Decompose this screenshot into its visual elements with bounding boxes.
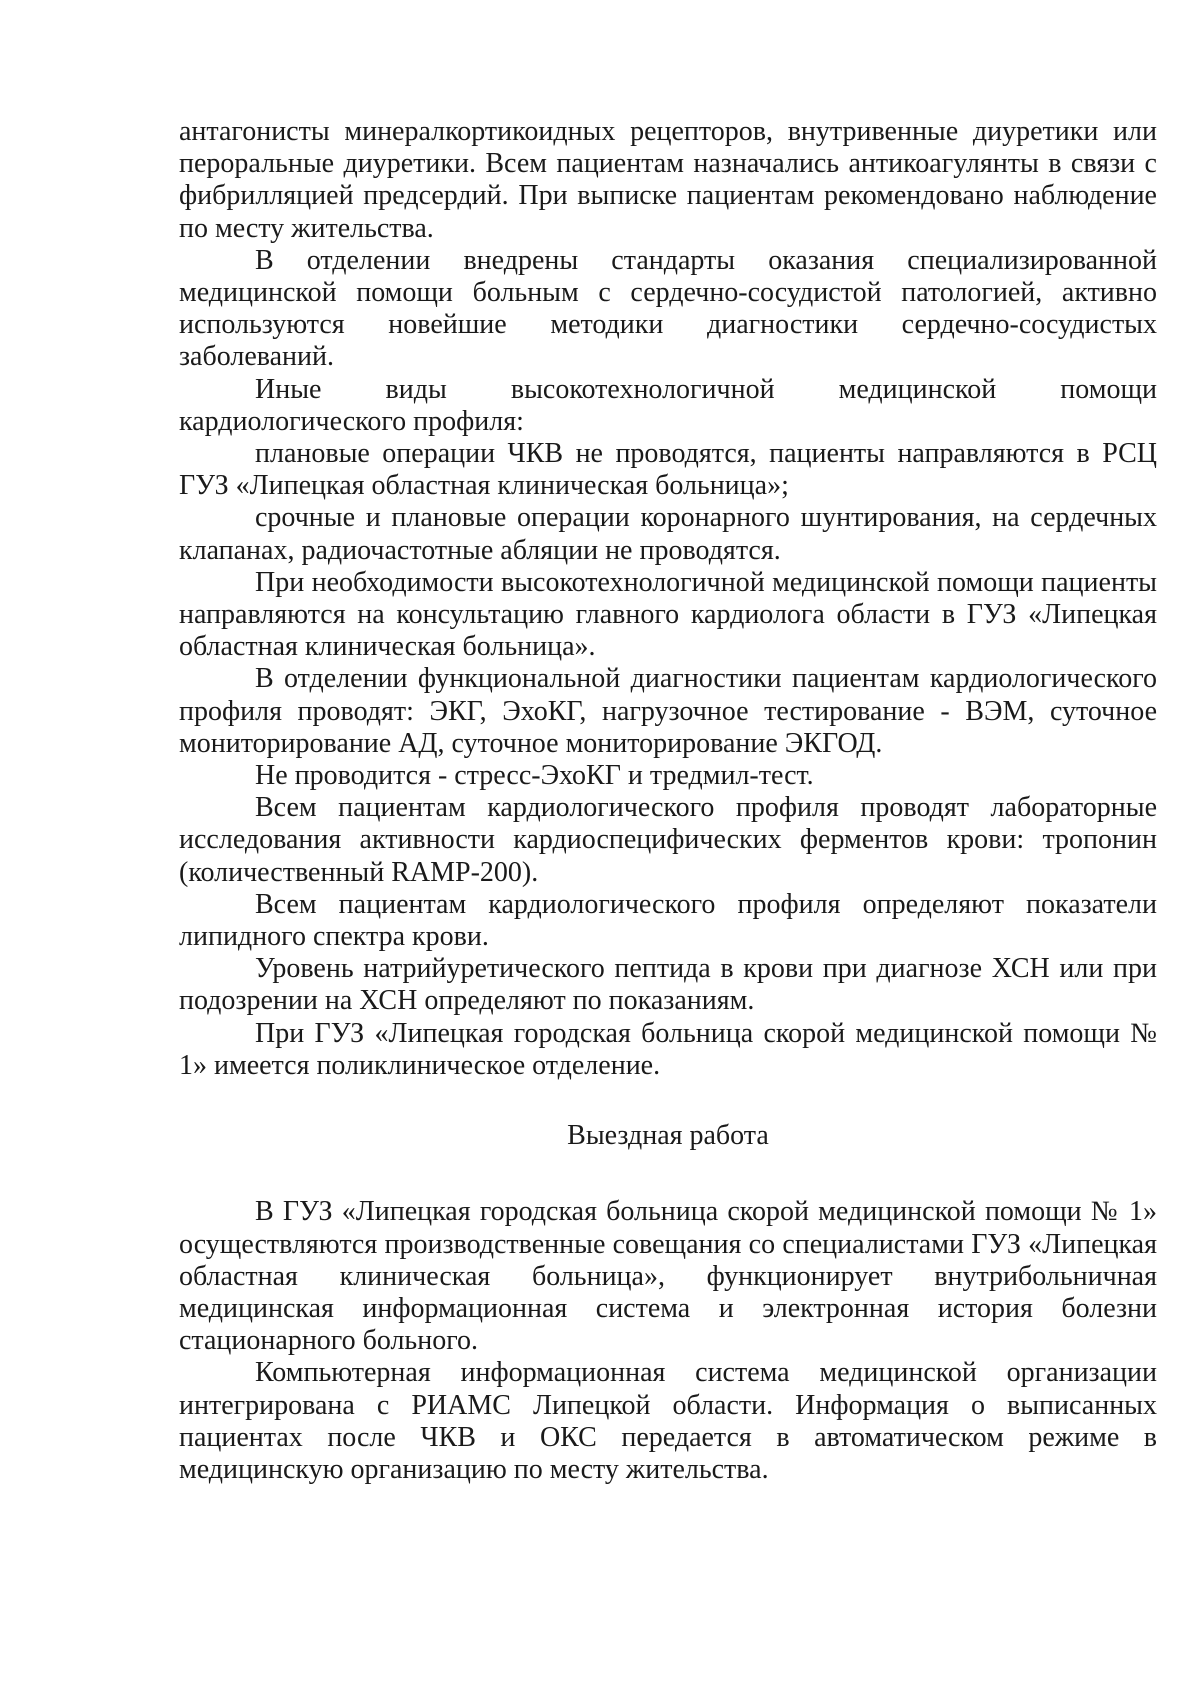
paragraph-standards: В отделении внедрены стандарты оказания специализированной медицинской помощи больным с сердечно-сосудистой патологией, активно используются новейшие методики диагностики сердечно-сосудистых заболеваний.	[179, 244, 1157, 373]
paragraph-consultation: При необходимости высокотехнологичной медицинской помощи пациенты направляются на консультацию главного кардиолога области в ГУЗ «Липецкая областная клиническая больница».	[179, 566, 1157, 663]
paragraph-continuation: антагонисты минералкортикоидных рецепторов, внутривенные диуретики или пероральные диуретики. Всем пациентам назначались антикоагулянты в связи с фибрилляцией предсердий. При выписке пациентам рекомендовано наблюдение по месту жительства.	[179, 116, 1157, 244]
paragraph-natriuretic: Уровень натрийуретического пептида в крови при диагнозе ХСН или при подозрении на ХСН определяют по показаниям.	[179, 953, 1157, 1017]
paragraph-lipid: Всем пациентам кардиологического профиля определяют показатели липидного спектра крови.	[179, 888, 1157, 953]
paragraph-pci: плановые операции ЧКВ не проводятся, пациенты направляются в РСЦ ГУЗ «Липецкая областная клиническая больница»;	[179, 438, 1157, 502]
paragraph-riams: Компьютерная информационная система медицинской организации интегрирована с РИАМС Липецкой области. Информация о выписанных пациентах после ЧКВ и ОКС передается в автоматическом режиме в медицинскую организацию по месту жительства.	[179, 1357, 1157, 1485]
paragraph-functional-diagnostics: В отделении функциональной диагностики пациентам кардиологического профиля проводят: ЭКГ, ЭхоКГ, нагрузочное тестирование - ВЭМ, суточное мониторирование АД, суточное мониторирование ЭКГОД.	[179, 663, 1157, 759]
paragraph-not-performed: Не проводится - стресс-ЭхоКГ и тредмил-тест.	[255, 760, 814, 792]
paragraph-other-hightech: Иные виды высокотехнологичной медицинской помощи кардиологического профиля:	[179, 373, 1157, 437]
paragraph-troponin: Всем пациентам кардиологического профиля проводят лабораторные исследования активности кардиоспецифических ферментов крови: тропонин (количественный RAMP-200).	[179, 792, 1157, 888]
document-body	[179, 116, 1157, 1486]
paragraph-cabg: срочные и плановые операции коронарного шунтирования, на сердечных клапанах, радиочастотные абляции не проводятся.	[179, 502, 1157, 566]
paragraph-polyclinic: При ГУЗ «Липецкая городская больница скорой медицинской помощи № 1» имеется поликлиническое отделение.	[179, 1017, 1157, 1081]
paragraph-meetings: В ГУЗ «Липецкая городская больница скорой медицинской помощи № 1» осуществляются производственные совещания со специалистами ГУЗ «Липецкая областная клиническая больница», функционирует внутрибольничная медицинская информационная система и электронная история болезни стационарного больного.	[179, 1196, 1157, 1357]
section-heading: Выездная работа	[567, 1120, 769, 1152]
